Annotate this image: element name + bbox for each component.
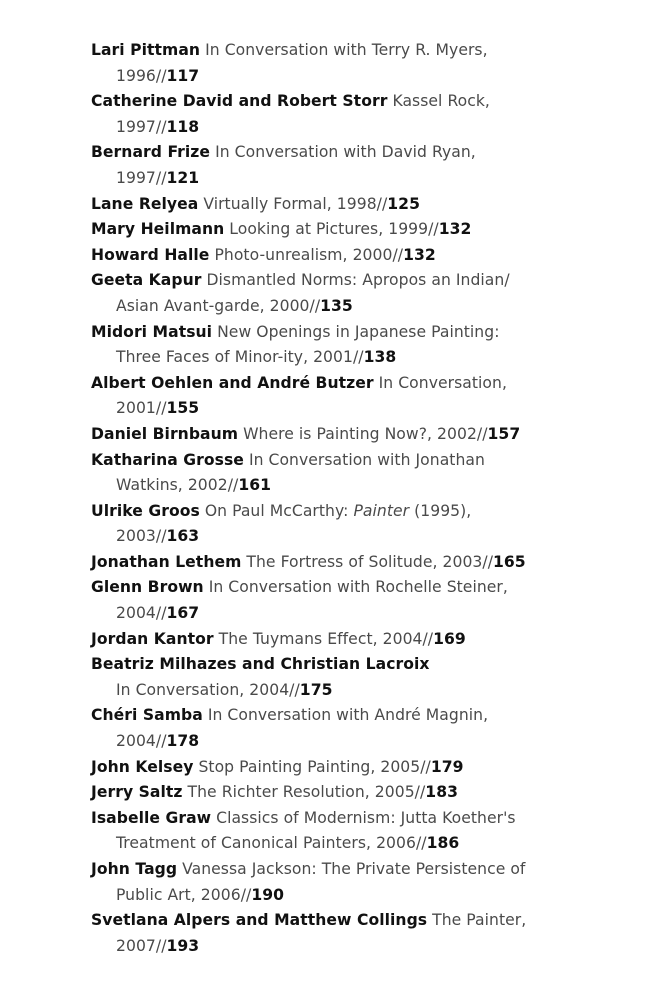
toc-entry — [91, 857, 651, 908]
toc-title-continued: In Conversation, 2004// — [116, 680, 300, 699]
toc-title-continued: 2003// — [116, 527, 167, 546]
toc-page-number: 117 — [166, 66, 200, 85]
toc-page-number: 179 — [430, 757, 464, 776]
toc-author: Beatriz Milhazes and Christian Lacroix — [91, 655, 430, 674]
toc-entry-continuation — [91, 678, 651, 704]
toc-entry-first-line — [91, 320, 651, 346]
toc-title: Photo-unrealism, 2000// — [214, 245, 404, 264]
toc-entry — [91, 755, 651, 781]
toc-title: On Paul McCarthy: — [204, 501, 349, 520]
toc-entry — [91, 38, 651, 89]
toc-title: The Tuymans Effect, 2004// — [218, 629, 434, 648]
toc-title-italic: Painter — [353, 501, 410, 520]
toc-entry — [91, 268, 651, 319]
toc-title: The Richter Resolution, 2005// — [187, 783, 426, 802]
toc-entry — [91, 575, 651, 626]
toc-author: John Tagg — [91, 860, 178, 878]
toc-page-number: 121 — [166, 168, 200, 187]
toc-entry-first-line — [91, 550, 651, 576]
toc-author: Jerry Saltz — [91, 783, 183, 802]
toc-author: Glenn Brown — [91, 578, 204, 597]
toc-page-number: 178 — [166, 732, 200, 751]
toc-entry — [91, 217, 651, 243]
toc-entry-continuation — [91, 64, 651, 90]
toc-entry-continuation — [91, 396, 651, 422]
table-of-contents — [91, 38, 651, 959]
toc-page-number: 190 — [251, 885, 285, 904]
toc-entry-first-line — [91, 780, 651, 806]
toc-title: Vanessa Jackson: The Private Persistence of — [182, 860, 526, 878]
toc-title-continued: 2007// — [116, 936, 167, 955]
toc-author: Howard Halle — [91, 245, 210, 264]
toc-entry — [91, 550, 651, 576]
toc-author: Lari Pittman — [91, 41, 201, 59]
toc-title-continued: 2004// — [116, 604, 167, 623]
toc-page-number: 175 — [299, 680, 333, 699]
toc-author: Ulrike Groos — [91, 501, 200, 520]
toc-entry-first-line — [91, 755, 651, 781]
toc-page-number: 132 — [438, 220, 472, 239]
toc-entry — [91, 499, 651, 550]
toc-entry-first-line — [91, 38, 651, 64]
toc-title: In Conversation, — [378, 373, 507, 392]
toc-page-number: 132 — [403, 245, 436, 264]
toc-page-number: 169 — [433, 629, 466, 648]
toc-title-continued: 1997// — [116, 117, 167, 136]
toc-author: Mary Heilmann — [91, 220, 225, 239]
toc-page-number: 183 — [425, 783, 458, 802]
toc-entry-continuation — [91, 729, 651, 755]
toc-entry-continuation — [91, 345, 651, 371]
toc-title: Stop Painting Painting, 2005// — [198, 757, 431, 776]
toc-page-number: 118 — [166, 117, 200, 136]
toc-page-number: 186 — [426, 834, 460, 853]
toc-entry-first-line — [91, 140, 651, 166]
toc-entry-first-line — [91, 89, 651, 115]
toc-title-continued: Public Art, 2006// — [116, 885, 252, 904]
toc-entry — [91, 192, 651, 218]
toc-entry-first-line — [91, 217, 651, 243]
toc-title: Looking at Pictures, 1999// — [229, 220, 439, 239]
toc-entry — [91, 243, 651, 269]
toc-author: Jonathan Lethem — [91, 552, 242, 571]
toc-author: Chéri Samba — [91, 706, 203, 725]
toc-title: In Conversation with Terry R. Myers, — [205, 41, 488, 59]
toc-author: Lane Relyea — [91, 194, 199, 213]
toc-title-continued: Asian Avant-garde, 2000// — [116, 296, 321, 315]
toc-entry-first-line — [91, 703, 651, 729]
toc-entry-first-line — [91, 448, 651, 474]
toc-entry-continuation — [91, 524, 651, 550]
toc-title: Dismantled Norms: Apropos an Indian/ — [206, 271, 510, 290]
toc-entry — [91, 448, 651, 499]
toc-author: Catherine David and Robert Storr — [91, 92, 388, 111]
toc-author: Midori Matsui — [91, 322, 213, 341]
toc-entry-continuation — [91, 473, 651, 499]
toc-page-number: 138 — [363, 348, 397, 367]
toc-entry-continuation — [91, 115, 651, 141]
toc-title-continued: Watkins, 2002// — [116, 476, 239, 495]
toc-entry — [91, 908, 651, 959]
toc-entry-first-line — [91, 192, 651, 218]
toc-title-continued: Treatment of Canonical Painters, 2006// — [116, 834, 427, 853]
toc-title-continued: 1997// — [116, 168, 167, 187]
toc-entry-continuation — [91, 831, 651, 857]
toc-entry-continuation — [91, 601, 651, 627]
toc-title: In Conversation with Jonathan — [248, 450, 485, 469]
toc-entry — [91, 140, 651, 191]
toc-title-after: (1995), — [414, 501, 472, 520]
toc-title: Where is Painting Now?, 2002// — [243, 424, 488, 443]
toc-page-number: 163 — [166, 527, 200, 546]
toc-author: Jordan Kantor — [91, 629, 214, 648]
toc-author: Daniel Birnbaum — [91, 424, 239, 443]
toc-entry — [91, 371, 651, 422]
toc-page-number: 161 — [238, 476, 272, 495]
toc-entry-continuation — [91, 294, 651, 320]
toc-title: In Conversation with Rochelle Steiner, — [208, 578, 508, 597]
toc-entry — [91, 627, 651, 653]
toc-entry-continuation — [91, 883, 651, 909]
toc-author: Svetlana Alpers and Matthew Collings — [91, 911, 428, 930]
toc-title: The Fortress of Solitude, 2003// — [246, 552, 493, 571]
toc-author: Bernard Frize — [91, 143, 211, 162]
toc-title-continued: 2004// — [116, 732, 167, 751]
toc-title: In Conversation with André Magnin, — [207, 706, 489, 725]
toc-entry-continuation — [91, 934, 651, 960]
toc-entry — [91, 422, 651, 448]
toc-title: Virtually Formal, 1998// — [203, 194, 388, 213]
toc-entry-first-line — [91, 243, 651, 269]
toc-entry-first-line — [91, 908, 651, 934]
toc-title-continued: 2001// — [116, 399, 167, 418]
toc-title-continued: 1996// — [116, 66, 167, 85]
toc-page-number: 125 — [387, 194, 420, 213]
toc-title: In Conversation with David Ryan, — [215, 143, 476, 162]
toc-page-number: 135 — [320, 296, 353, 315]
toc-entry-continuation — [91, 166, 651, 192]
toc-title: New Openings in Japanese Painting: — [217, 322, 500, 341]
toc-entry — [91, 780, 651, 806]
toc-author: Geeta Kapur — [91, 271, 202, 290]
toc-author: Albert Oehlen and André Butzer — [91, 373, 374, 392]
toc-entry-first-line — [91, 422, 651, 448]
toc-page-number: 193 — [166, 936, 200, 955]
toc-entry-first-line — [91, 371, 651, 397]
toc-entry-first-line — [91, 268, 651, 294]
toc-entry-first-line — [91, 627, 651, 653]
toc-entry — [91, 806, 651, 857]
toc-title: Classics of Modernism: Jutta Koether's — [216, 808, 516, 827]
toc-title-continued: Three Faces of Minor-ity, 2001// — [116, 348, 364, 367]
toc-author: John Kelsey — [91, 757, 194, 776]
toc-title: Kassel Rock, — [392, 92, 490, 111]
toc-entry-first-line — [91, 857, 651, 883]
toc-entry — [91, 652, 651, 703]
toc-entry — [91, 89, 651, 140]
toc-page-number: 155 — [166, 399, 200, 418]
toc-page-number: 167 — [166, 604, 200, 623]
toc-page-number: 157 — [487, 424, 521, 443]
toc-entry-first-line — [91, 652, 651, 678]
toc-entry — [91, 703, 651, 754]
toc-entry-first-line — [91, 499, 651, 525]
toc-author: Isabelle Graw — [91, 808, 212, 827]
toc-entry-first-line — [91, 575, 651, 601]
toc-author: Katharina Grosse — [91, 450, 244, 469]
toc-entry-first-line — [91, 806, 651, 832]
toc-entry — [91, 320, 651, 371]
toc-page-number: 165 — [493, 552, 526, 571]
toc-title: The Painter, — [432, 911, 527, 930]
